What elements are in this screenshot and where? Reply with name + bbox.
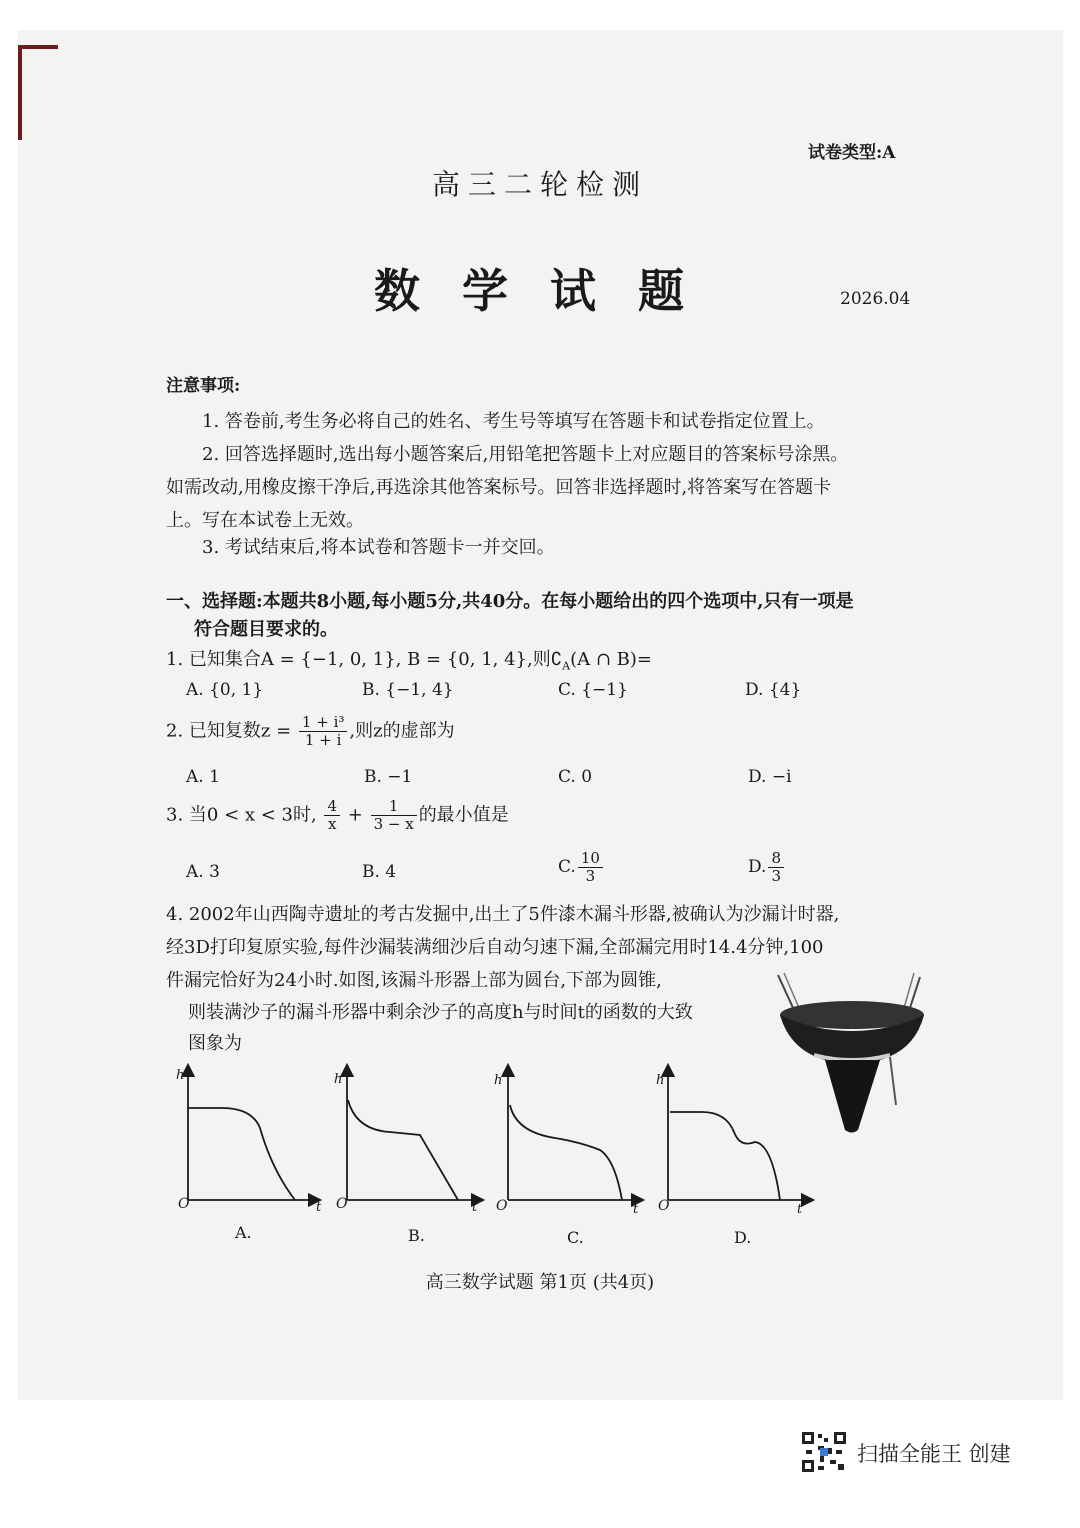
question-4-stem-tail: 则装满沙子的漏斗形器中剩余沙子的高度h与时间t的函数的大致 图象为 <box>188 1002 693 1054</box>
graph-b-label: B. <box>408 1226 425 1245</box>
graph-a-y-axis-label: h <box>176 1068 185 1083</box>
scanner-watermark <box>800 1428 1040 1478</box>
graph-a-label: A. <box>235 1223 252 1242</box>
graph-a-x-axis-label: t <box>316 1200 322 1215</box>
graph-b <box>347 1070 478 1200</box>
question-3-option-d: D. $\frac{8}{3}$ <box>748 850 786 885</box>
exam-date: 2026.04 <box>840 289 911 309</box>
graph-d-origin-label: O <box>658 1198 670 1214</box>
graph-b-y-axis-label: h <box>334 1072 343 1087</box>
question-1-stem: 1. 已知集合A = {−1, 0, 1}, B = {0, 1, 4},则$∁_A(A$ ∩ B)= <box>166 649 653 673</box>
question-2-option-b: B. −1 <box>364 767 413 787</box>
graph-d-label: D. <box>734 1228 752 1247</box>
question-2-option-d: D. −i <box>748 767 792 787</box>
page-footer: 高三数学试题 第1页 (共4页) <box>425 1272 655 1293</box>
exam-subtitle: 高三二轮检测 <box>431 168 648 201</box>
question-1-option-a: A. {0, 1} <box>186 680 264 700</box>
question-3-option-b: B. 4 <box>362 862 397 882</box>
question-4-stem: 4. 2002年山西陶寺遗址的考古发掘中,出土了5件漆木漏斗形器,被确认为沙漏计时器, 经3D打印复原实验,每件沙漏装满细沙后自动匀速下漏,全部漏完用时14.4分钟,100 件漏完恰好为24小时.如图,该漏斗形器上部为圆台,下部为圆锥, <box>166 904 840 991</box>
graph-c-label: C. <box>567 1228 584 1247</box>
graph-c-y-axis-label: h <box>494 1073 503 1088</box>
question-3-stem: 3. 当0 < x < 3时, $\frac{4}{x}$ + $\frac{1}{3 - x}$ 的最小值是 <box>166 797 509 833</box>
paper-type-label: 试卷类型:A <box>808 143 896 163</box>
question-2-option-c: C. 0 <box>558 767 593 787</box>
note-item-1: 1. 答卷前,考生务必将自己的姓名、考生号等填写在答题卡和试卷指定位置上。 <box>202 411 825 432</box>
graph-d-x-axis-label: t <box>797 1202 803 1217</box>
watermark-text: 扫描全能王 创建 <box>857 1442 1011 1466</box>
graph-c-x-axis-label: t <box>633 1202 639 1217</box>
note-item-3: 3. 考试结束后,将本试卷和答题卡一并交回。 <box>202 537 555 558</box>
question-2-option-a: A. 1 <box>186 767 220 787</box>
graph-a <box>188 1070 315 1200</box>
note-item-2: 2. 回答选择题时,选出每小题答案后,用铅笔把答题卡上对应题目的答案标号涂黑。 如需改动,用橡皮擦干净后,再选涂其他答案标号。回答非选择题时,将答案写在答题卡 上。写在本试卷上无效。 <box>166 444 849 531</box>
graph-d <box>668 1070 808 1200</box>
question-1-option-d: D. {4} <box>745 680 802 700</box>
graph-b-origin-label: O <box>336 1196 348 1212</box>
graph-c <box>508 1070 638 1200</box>
exam-title: 数学试题 <box>374 264 726 318</box>
question-1-option-b: B. {−1, 4} <box>362 680 454 700</box>
graph-b-x-axis-label: t <box>472 1200 478 1215</box>
corner-crop-mark <box>18 45 58 140</box>
question-2-stem: 2. 已知复数z = $\frac{\text{1 + i³}}{1 + i}$ ,则z的虚部为 <box>166 713 455 749</box>
question-3-option-a: A. 3 <box>186 862 220 882</box>
question-1-option-c: C. {−1} <box>558 680 628 700</box>
notes-heading: 注意事项: <box>166 376 241 396</box>
qr-code-icon <box>800 1430 848 1474</box>
graph-c-origin-label: O <box>496 1198 508 1214</box>
section-1-heading: 一、选择题:本题共8小题,每小题5分,共40分。在每小题给出的四个选项中,只有一项是 符合题目要求的。 <box>166 591 854 640</box>
graph-a-origin-label: O <box>178 1196 190 1212</box>
graph-d-y-axis-label: h <box>656 1073 665 1088</box>
question-2-fraction: $\frac{\text{1 + i³}}{1 + i}$ <box>299 714 347 749</box>
question-3-option-c: C. $\frac{10}{3}$ <box>558 850 605 885</box>
